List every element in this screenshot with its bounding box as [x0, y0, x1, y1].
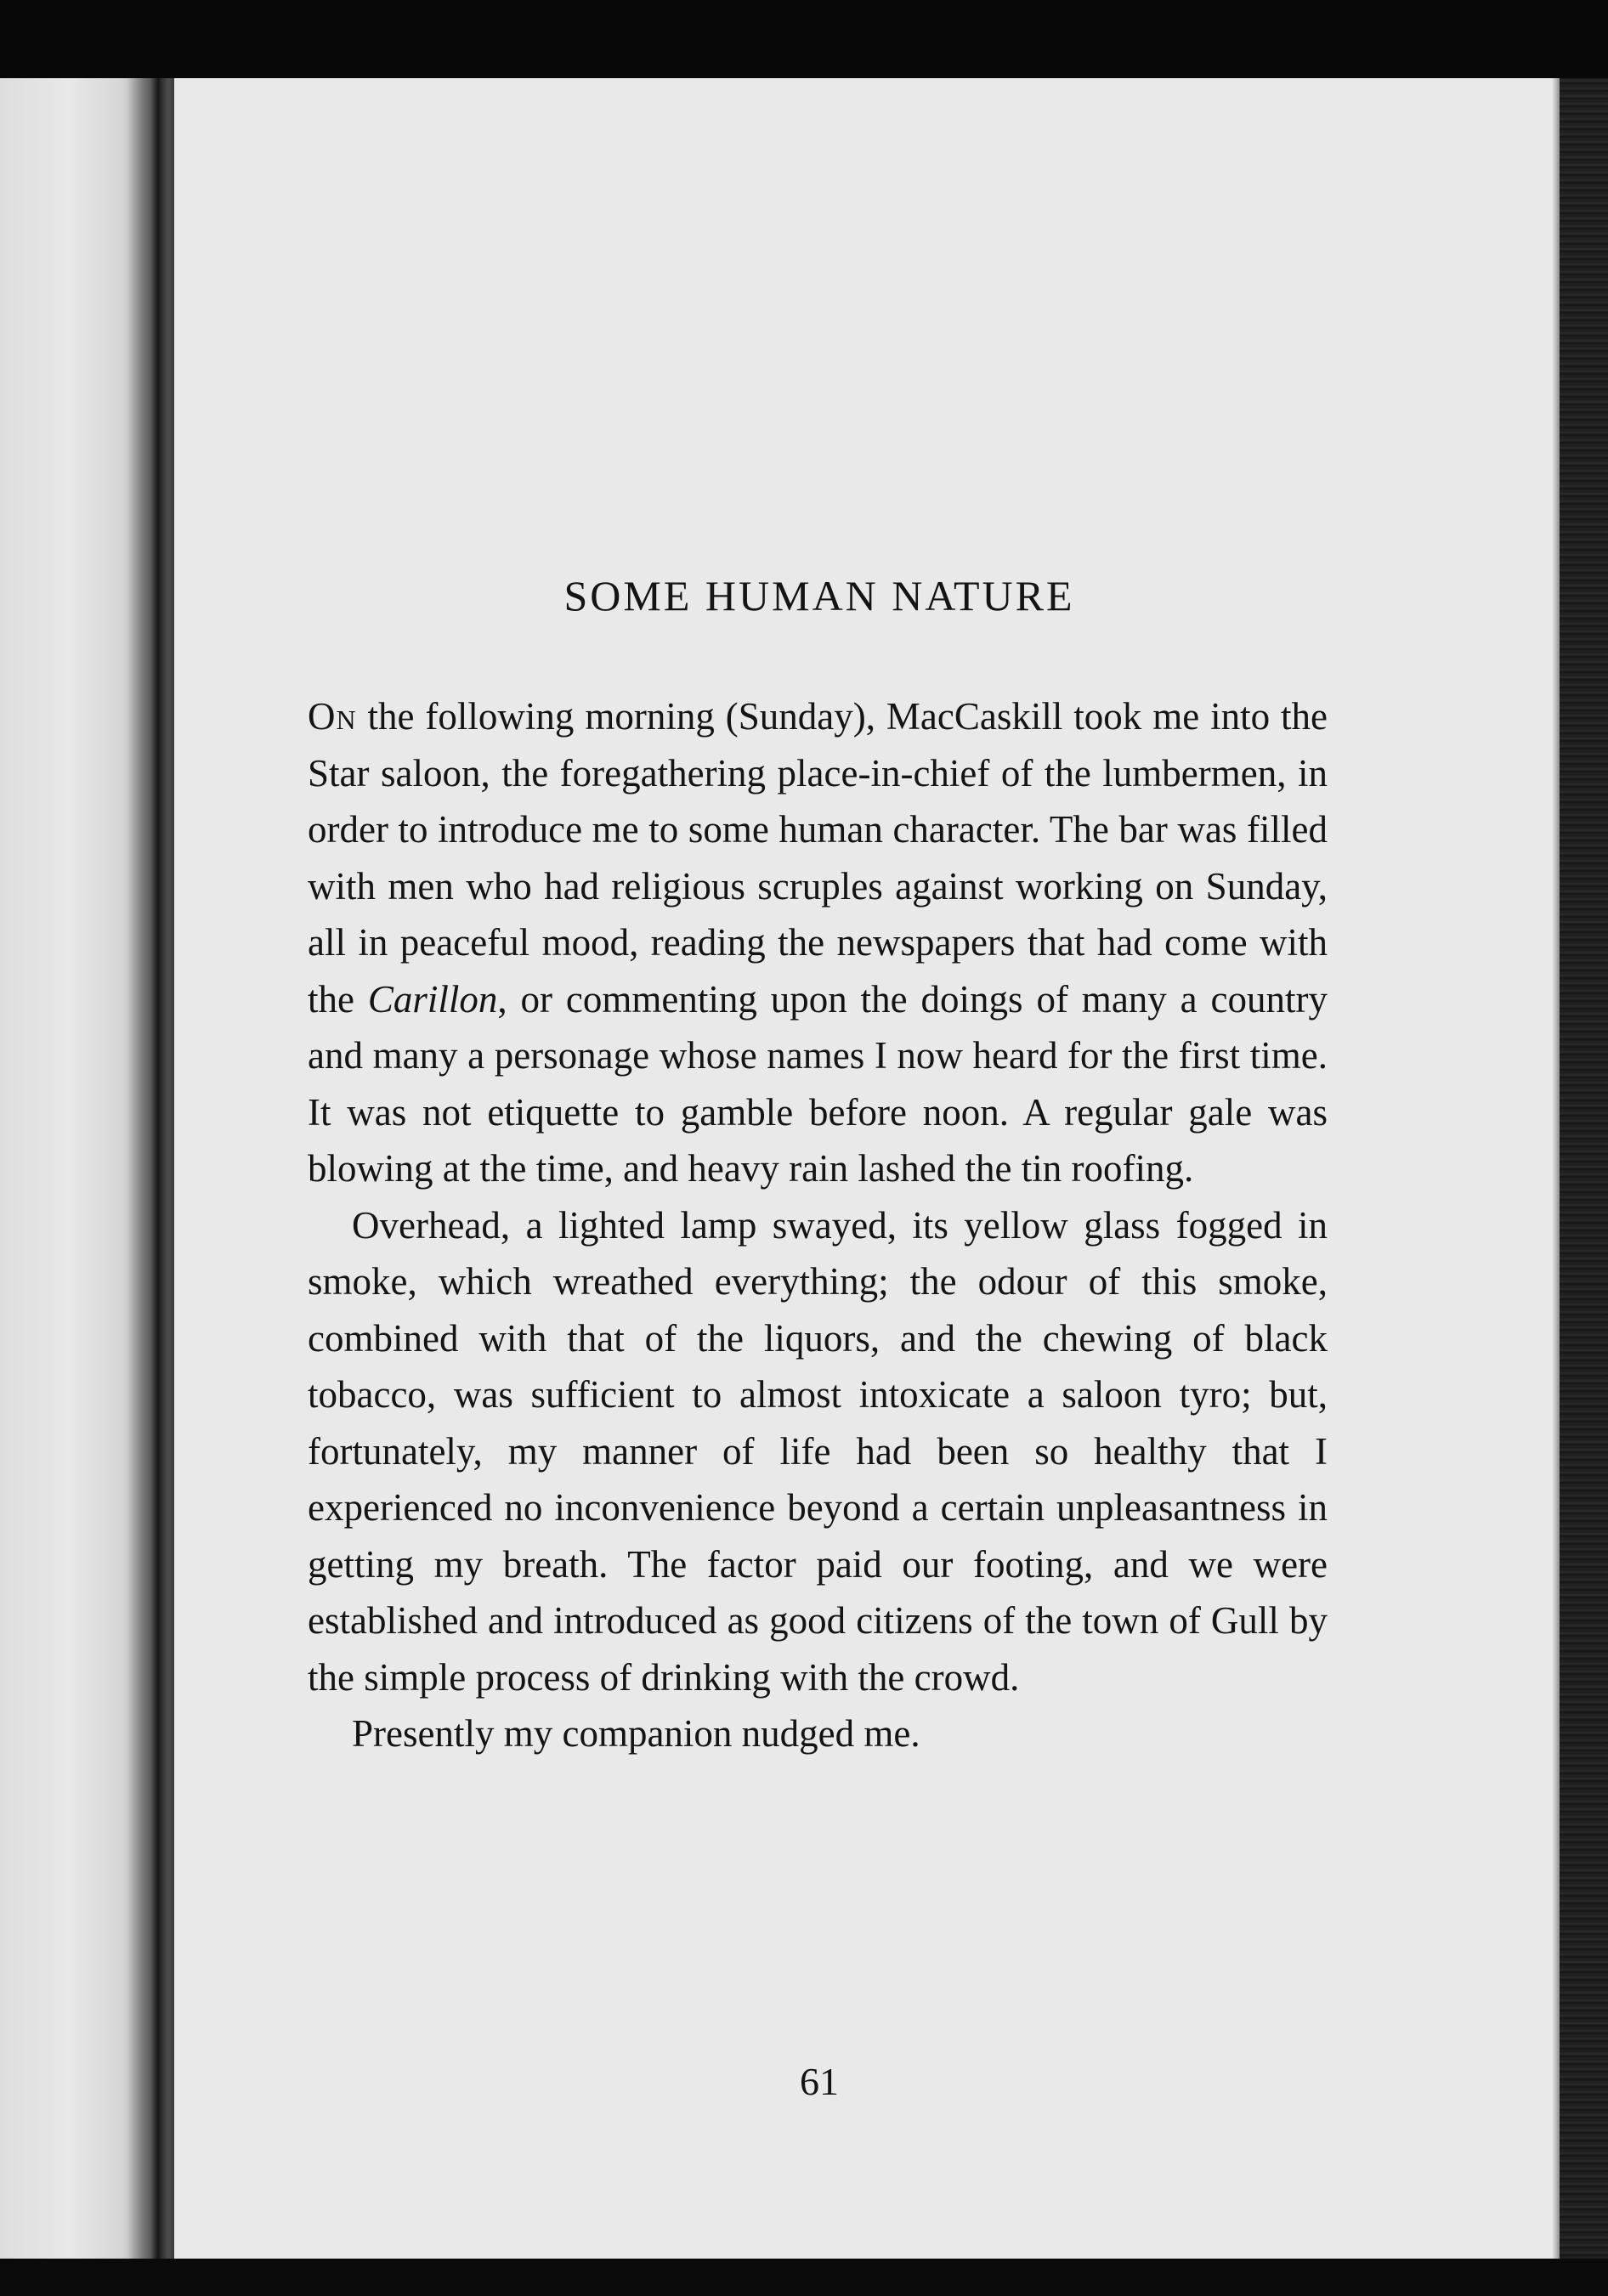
book-gutter: [127, 78, 178, 2262]
paragraph-3: Presently my companion nudged me.: [352, 1712, 920, 1755]
paragraph-1: [308, 688, 1328, 1197]
opening-word: On: [308, 695, 357, 738]
scan-bottom-border: [0, 2259, 1608, 2296]
chapter-title: SOME HUMAN NATURE: [563, 572, 1075, 619]
scan-top-border: [0, 0, 1608, 78]
paragraph-2: Overhead, a lighted lamp swayed, its yellow glass fogged in smoke, which wreathed everything; the odour of this smoke, combined with that of the liquors, and the chewing of black tobacco, was sufficient to almost intoxicate a saloon tyro; but, fortunately, my manner of life had been so healthy that I experienced no inconvenience beyond a certain unpleasantness in getting my breath. The factor paid our footing, and we were established and introduced as good citizens of the town of Gull by the simple process of drinking with the crowd.: [308, 1203, 1328, 1699]
paragraph-1-text-a: the following morning (Sunday), MacCaskill took me into the Star saloon, the foregathering place-in-chief of the lumbermen, in order to introduce me to some human character. The bar was filled with men who had religious scruples against working on Sunday, all in peaceful mood, reading the newspapers that had come with the: [308, 695, 1328, 1021]
paragraph-1-text-b: , or commenting upon the doings of many a country and many a personage whose names I now heard for the first time. It was not etiquette to gamble before noon. A regular gale was blowing at the time, and heavy rain lashed the tin roofing.: [308, 977, 1328, 1190]
body-text: [308, 688, 1328, 1762]
page-number: 61: [800, 2060, 839, 2103]
book-right-edge: [1560, 78, 1608, 2262]
italic-title: Carillon: [367, 977, 498, 1021]
